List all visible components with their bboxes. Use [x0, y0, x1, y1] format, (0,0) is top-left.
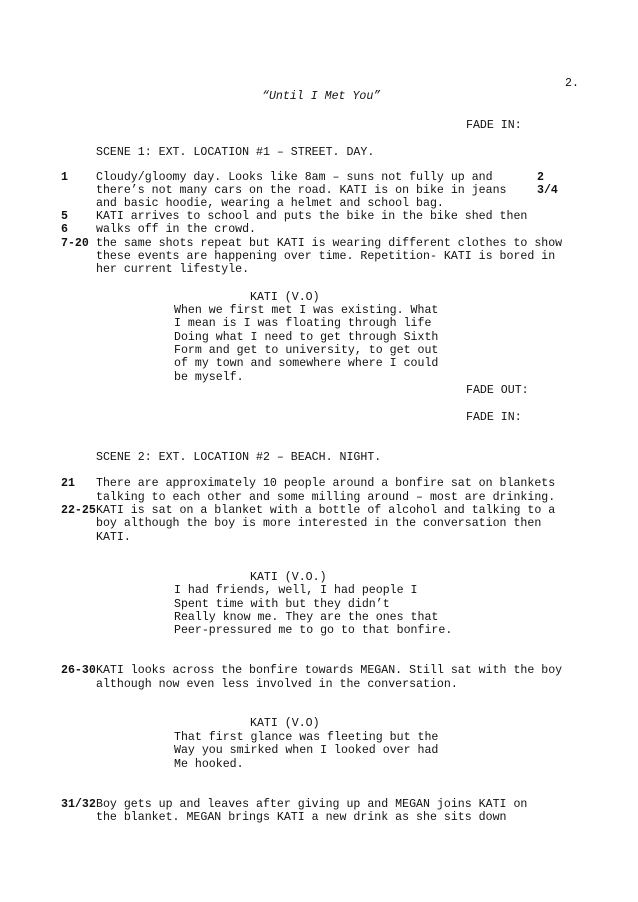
action-line: KATI arrives to school and puts the bike in the bike shed then [96, 210, 528, 223]
dialogue-line: of my town and somewhere where I could [174, 357, 439, 370]
action-line: boy although the boy is more interested in the conversation then [96, 517, 542, 530]
action-line: talking to each other and some milling around – most are drinking. [96, 491, 556, 504]
action-line: the blanket. MEGAN brings KATI a new drink as she sits down [96, 811, 507, 824]
action-line: and basic hoodie, wearing a helmet and school bag. [96, 197, 444, 210]
shot-number: 2 [537, 171, 544, 184]
character-name: KATI (V.O) [250, 291, 320, 304]
script-title: “Until I Met You” [262, 90, 381, 103]
dialogue-line: I had friends, well, I had people I [174, 584, 418, 597]
action-line: There are approximately 10 people around a bonfire sat on blankets [96, 477, 556, 490]
dialogue-line: Spent time with but they didn’t [174, 598, 390, 611]
action-line: KATI looks across the bonfire towards MEGAN. Still sat with the boy [96, 664, 563, 677]
shot-number: 26-30 [61, 664, 96, 677]
action-line: Boy gets up and leaves after giving up and MEGAN joins KATI on [96, 798, 528, 811]
dialogue-line: be myself. [174, 371, 244, 384]
page-number: 2. [565, 77, 579, 90]
action-line: KATI is sat on a blanket with a bottle of alcohol and talking to a [96, 504, 556, 517]
dialogue-line: Form and get to university, to get out [174, 344, 439, 357]
scene-heading: SCENE 2: EXT. LOCATION #2 – BEACH. NIGHT. [96, 451, 382, 464]
dialogue-line: Way you smirked when I looked over had [174, 744, 439, 757]
dialogue-line: That first glance was fleeting but the [174, 731, 439, 744]
action-line: although now even less involved in the conversation. [96, 678, 458, 691]
character-name: KATI (V.O) [250, 717, 320, 730]
shot-number: 7-20 [61, 237, 89, 250]
dialogue-line: When we first met I was existing. What [174, 304, 439, 317]
scene-heading: SCENE 1: EXT. LOCATION #1 – STREET. DAY. [96, 146, 375, 159]
shot-number: 6 [61, 223, 68, 236]
transition-fade-out: FADE OUT: [466, 384, 529, 397]
dialogue-line: I mean is I was floating through life [174, 317, 432, 330]
action-line: Cloudy/gloomy day. Looks like 8am – suns not fully up and [96, 171, 493, 184]
shot-number: 5 [61, 210, 68, 223]
action-line: these events are happening over time. Repetition- KATI is bored in [96, 250, 556, 263]
shot-number: 21 [61, 477, 75, 490]
transition-fade-in: FADE IN: [466, 119, 522, 132]
shot-number: 31/32 [61, 798, 96, 811]
dialogue-line: Really know me. They are the ones that [174, 611, 439, 624]
shot-number: 22-25 [61, 504, 96, 517]
action-line: walks off in the crowd. [96, 223, 257, 236]
action-line: her current lifestyle. [96, 263, 250, 276]
action-line: the same shots repeat but KATI is wearing different clothes to show [96, 237, 563, 250]
character-name: KATI (V.O.) [250, 571, 327, 584]
dialogue-line: Peer-pressured me to go to that bonfire. [174, 624, 453, 637]
dialogue-line: Me hooked. [174, 758, 244, 771]
action-line: there’s not many cars on the road. KATI is on bike in jeans [96, 184, 507, 197]
dialogue-line: Doing what I need to get through Sixth [174, 331, 439, 344]
shot-number: 3/4 [537, 184, 558, 197]
action-line: KATI. [96, 531, 131, 544]
shot-number: 1 [61, 171, 68, 184]
transition-fade-in: FADE IN: [466, 411, 522, 424]
